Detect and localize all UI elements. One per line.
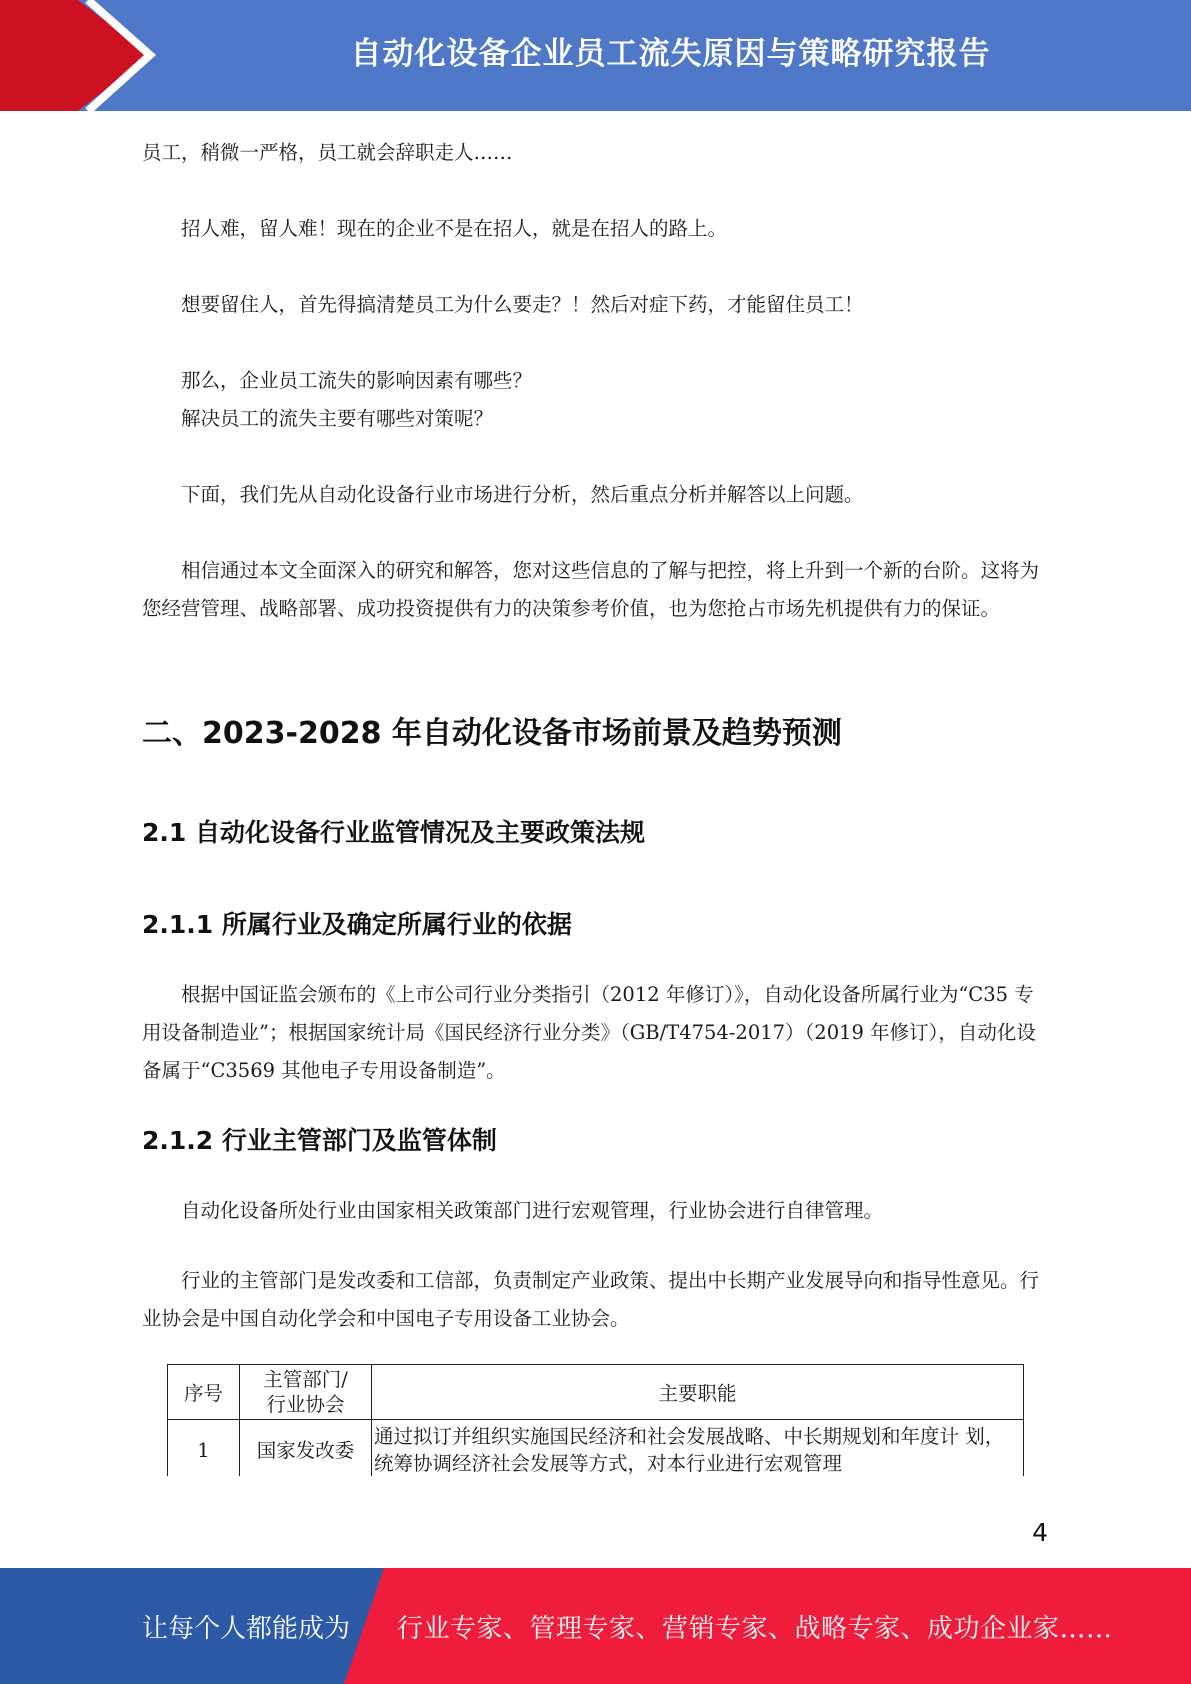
subsubsection-heading-regulation: 2.1.2 行业主管部门及监管体制 <box>142 1126 497 1155</box>
subsection-heading: 2.1 自动化设备行业监管情况及主要政策法规 <box>142 818 645 847</box>
header-dept-label: 主管部门/行业协会 <box>263 1368 348 1416</box>
paragraph-authorities: 行业的主管部门是发改委和工信部，负责制定产业政策、提出中长期产业发展导向和指导性意见。行业协会是中国自动化学会和中国电子专用设备工业协会。 <box>142 1269 1040 1330</box>
question-solutions: 解决员工的流失主要有哪些对策呢？ <box>181 407 494 430</box>
paragraph-industry-basis: 根据中国证监会颁布的《上市公司行业分类指引（2012 年修订）》，自动化设备所属行业为“C35 专用设备制造业”；根据国家统计局《国民经济行业分类》（GB/T4754-2017）（2019 年修订），自动化设备属于“C3569 其他电子专用设备制造”。 <box>142 983 1036 1082</box>
section-heading: 二、2023-2028 年自动化设备市场前景及趋势预测 <box>142 716 842 751</box>
footer-slogan-left: 让每个人都能成为 <box>142 1613 351 1644</box>
paragraph-analysis-intro: 下面，我们先从自动化设备行业市场进行分析，然后重点分析并解答以上问题。 <box>181 483 864 506</box>
paragraph-macro-management: 自动化设备所处行业由国家相关政策部门进行宏观管理，行业协会进行自律管理。 <box>181 1199 884 1222</box>
table-cell: 1 <box>168 1420 240 1477</box>
page-number: 4 <box>1032 1518 1048 1547</box>
table-cell: 通过拟订并组织实施国民经济和社会发展战略、中长期规划和年度计 划，统筹协调经济社会发展等方式，对本行业进行宏观管理 <box>372 1420 1024 1477</box>
page-footer <box>0 1568 1191 1684</box>
table-clip <box>0 1364 1191 1476</box>
paragraph-value: 相信通过本文全面深入的研究和解答，您对这些信息的了解与把控，将上升到一个新的台阶。这将为您经营管理、战略部署、成功投资提供有力的决策参考价值，也为您抢占市场先机提供有力的保证。 <box>142 559 1040 620</box>
footer-slogan-right: 行业专家、管理专家、营销专家、战略专家、成功企业家…… <box>397 1613 1113 1644</box>
table-header-cell: 主要职能 <box>372 1365 1024 1420</box>
paragraph-continued: 员工，稍微一严格，员工就会辞职走人…… <box>142 141 513 164</box>
question-factors: 那么，企业员工流失的影响因素有哪些？ <box>181 369 533 392</box>
regulators-table <box>167 1364 1024 1476</box>
table-cell: 国家发改委 <box>240 1420 372 1477</box>
table-row <box>168 1420 1024 1477</box>
report-title: 自动化设备企业员工流失原因与策略研究报告 <box>350 35 991 72</box>
paragraph-recruit: 招人难，留人难！现在的企业不是在招人，就是在招人的路上。 <box>181 217 728 240</box>
table-header-cell: 序号 <box>168 1365 240 1420</box>
paragraph-retain: 想要留住人，首先得搞清楚员工为什么要走？！然后对症下药，才能留住员工！ <box>181 293 864 316</box>
table-header-cell <box>240 1365 372 1420</box>
subsubsection-heading-industry: 2.1.1 所属行业及确定所属行业的依据 <box>142 910 572 939</box>
page-header <box>0 0 1191 111</box>
table-header-row <box>168 1365 1024 1420</box>
